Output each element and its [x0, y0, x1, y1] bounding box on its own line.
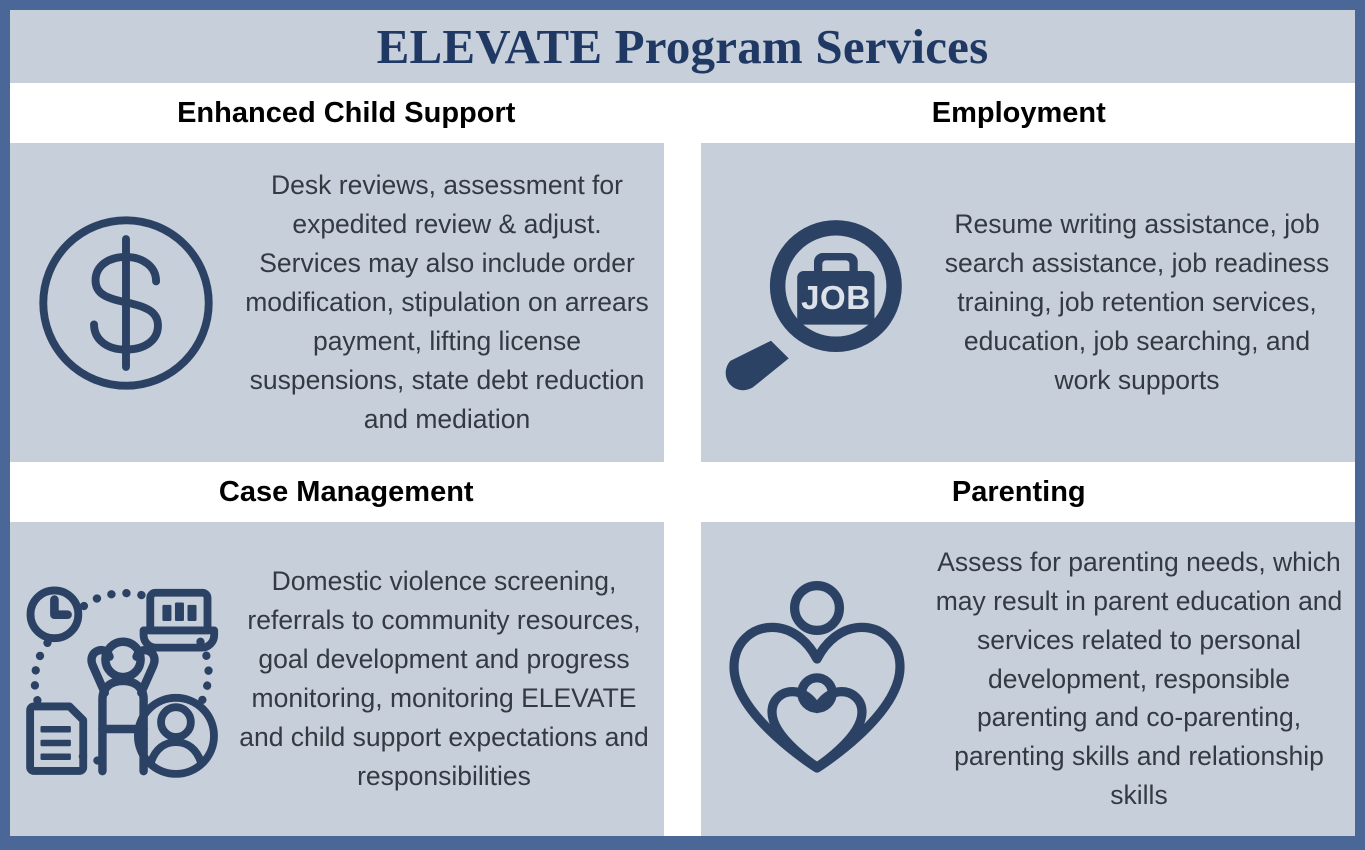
infographic-canvas [10, 10, 1355, 836]
panel-body-parenting: Assess for parenting needs, which may result in parent education and services related to personal development, responsible parenting and co-parenting, parenting skills and relationship skills [935, 546, 1343, 811]
panel-heading-case-management: Case Management [218, 475, 474, 508]
panel-row-1 [10, 143, 1355, 462]
heading-cell-case-management [10, 462, 683, 522]
panel-case-management [10, 522, 664, 836]
panel-body-case-management: Domestic violence screening, referrals to community resources, goal development and progress monitoring, monitoring ELEVATE and child support expectations and responsibilities [239, 566, 649, 791]
heading-cell-parenting [683, 462, 1356, 522]
job-icon-label: JOB [801, 278, 871, 316]
panel-parenting [701, 522, 1355, 836]
panel-heading-employment: Employment [931, 96, 1106, 129]
case-management-icon [10, 581, 238, 777]
heading-row-2 [10, 462, 1355, 522]
parent-child-heart-icon [701, 579, 933, 779]
panel-enhanced-child-support [10, 143, 664, 462]
heading-cell-enhanced-child-support [10, 83, 683, 143]
panel-heading-parenting: Parenting [951, 475, 1086, 508]
panel-employment [701, 143, 1355, 462]
panel-body-enhanced-child-support: Desk reviews, assessment for expedited review & adjust. Services may also include order modification, stipulation on arrears payment, lifting license suspensions, state debt reduction and mediation [245, 170, 649, 434]
page-title: ELEVATE Program Services [376, 19, 989, 74]
panel-row-2 [10, 522, 1355, 836]
panel-body-employment: Resume writing assistance, job search assistance, job readiness training, job retention services, education, job searching, and work supports [944, 209, 1330, 395]
dollar-circle-icon [10, 209, 242, 397]
panel-heading-enhanced-child-support: Enhanced Child Support [177, 96, 516, 129]
job-magnifier-icon [701, 208, 933, 398]
heading-cell-employment [683, 83, 1356, 143]
title-band [10, 10, 1355, 83]
heading-row-1 [10, 83, 1355, 143]
